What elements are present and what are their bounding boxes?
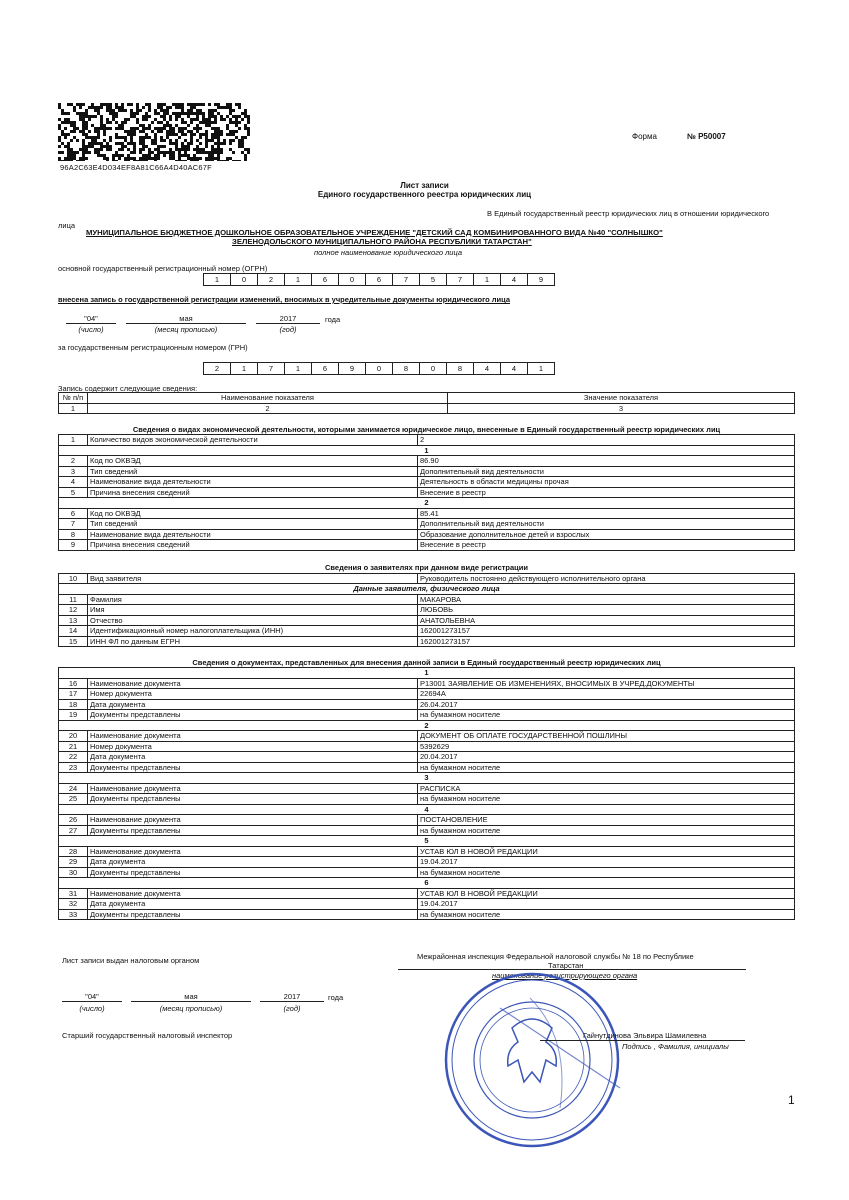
row-number: 21 xyxy=(59,741,88,752)
row-number: 9 xyxy=(59,540,88,551)
contains-label: Запись содержит следующие сведения: xyxy=(58,384,198,393)
footer-year-line xyxy=(260,1001,324,1002)
group-number: 3 xyxy=(59,773,795,784)
table-row xyxy=(59,731,795,742)
grn-digit: 4 xyxy=(474,363,501,374)
row-number: 20 xyxy=(59,731,88,742)
row-value: 162001273157 xyxy=(418,636,795,647)
row-indicator: Тип сведений xyxy=(88,519,418,530)
row-number: 22 xyxy=(59,752,88,763)
footer-day-line xyxy=(62,1001,122,1002)
row-indicator: Наименование документа xyxy=(88,783,418,794)
row-value: Внесение в реестр xyxy=(418,540,795,551)
row-indicator: Документы представлены xyxy=(88,762,418,773)
table-row xyxy=(59,435,795,446)
table-header-row xyxy=(59,403,795,414)
row-value: ПОСТАНОВЛЕНИЕ xyxy=(418,815,795,826)
row-indicator: Документы представлены xyxy=(88,825,418,836)
row-value: 19.04.2017 xyxy=(418,857,795,868)
row-indicator: Наименование документа xyxy=(88,731,418,742)
row-indicator: Фамилия xyxy=(88,594,418,605)
table-row xyxy=(59,752,795,763)
ogrn-digit: 1 xyxy=(204,274,231,285)
row-indicator: Документы представлены xyxy=(88,794,418,805)
ogrn-digit: 6 xyxy=(366,274,393,285)
table-row xyxy=(59,477,795,488)
row-indicator: Наименование вида деятельности xyxy=(88,529,418,540)
table-row xyxy=(59,487,795,498)
row-number: 33 xyxy=(59,909,88,920)
row-value: Дополнительный вид деятельности xyxy=(418,466,795,477)
row-number: 17 xyxy=(59,689,88,700)
row-indicator: Номер документа xyxy=(88,741,418,752)
row-number: 12 xyxy=(59,605,88,616)
row-number: 13 xyxy=(59,615,88,626)
grn-digit: 8 xyxy=(393,363,420,374)
grn-digit: 4 xyxy=(501,363,528,374)
row-value: на бумажном носителе xyxy=(418,825,795,836)
row-indicator: Имя xyxy=(88,605,418,616)
footer-month-caption: (месяц прописью) xyxy=(159,1004,223,1013)
row-value: 85.41 xyxy=(418,508,795,519)
table-row xyxy=(59,794,795,805)
table-row xyxy=(59,508,795,519)
org-name-caption: полное наименование юридического лица xyxy=(314,248,463,257)
row-number: 31 xyxy=(59,888,88,899)
ogrn-digit: 1 xyxy=(474,274,501,285)
row-number: 14 xyxy=(59,626,88,637)
grn-digit: 2 xyxy=(204,363,231,374)
date-day-line xyxy=(66,323,116,324)
row-value: 2 xyxy=(418,435,795,446)
grn-digit: 8 xyxy=(447,363,474,374)
row-value: Внесение в реестр xyxy=(418,487,795,498)
date-year: 2017 xyxy=(279,314,297,323)
header-cell: 1 xyxy=(59,403,88,414)
row-value: Руководитель постоянно действующего исполнительного органа xyxy=(418,573,795,584)
row-value: РАСПИСКА xyxy=(418,783,795,794)
row-number: 6 xyxy=(59,508,88,519)
ogrn-boxes xyxy=(203,273,555,286)
signer-caption: Подпись , Фамилия, инициалы xyxy=(622,1042,729,1051)
section-title: Сведения о заявителях при данном виде регистрации xyxy=(325,563,528,572)
row-value: МАКАРОВА xyxy=(418,594,795,605)
footer-year-suffix: года xyxy=(328,993,344,1002)
footer-month-line xyxy=(131,1001,251,1002)
ogrn-digit: 9 xyxy=(538,275,544,284)
ogrn-digit: 5 xyxy=(420,274,447,285)
issued-label: Лист записи выдан налоговым органом xyxy=(62,956,200,965)
table-row xyxy=(59,846,795,857)
grn-digit: 1 xyxy=(285,363,312,374)
grn-boxes xyxy=(203,362,555,375)
table-row xyxy=(59,909,795,920)
table-row xyxy=(59,626,795,637)
row-number: 19 xyxy=(59,710,88,721)
ogrn-digit: 6 xyxy=(312,274,339,285)
table-row xyxy=(59,594,795,605)
grn-digit: 7 xyxy=(258,363,285,374)
authority-line2: Татарстан xyxy=(548,961,584,970)
row-number: 32 xyxy=(59,899,88,910)
ogrn-digit: 7 xyxy=(447,274,474,285)
row-indicator: Документы представлены xyxy=(88,867,418,878)
authority-line1: Межрайонная инспекция Федеральной налоговой службы № 18 по Республике xyxy=(417,952,694,961)
row-number: 16 xyxy=(59,678,88,689)
footer-year: 2017 xyxy=(283,992,301,1001)
row-value: ДОКУМЕНТ ОБ ОПЛАТЕ ГОСУДАРСТВЕННОЙ ПОШЛИНЫ xyxy=(418,731,795,742)
group-number: 1 xyxy=(59,668,795,679)
row-number: 28 xyxy=(59,846,88,857)
row-value: 22694А xyxy=(418,689,795,700)
table-row xyxy=(59,741,795,752)
table-row xyxy=(59,899,795,910)
table-row xyxy=(59,466,795,477)
table-row xyxy=(59,699,795,710)
table-row xyxy=(59,710,795,721)
section-title: Сведения о документах, представленных для внесения данной записи в Единый государственный реестр юридических лиц xyxy=(192,657,661,667)
doc-title-1: Лист записи xyxy=(400,181,449,190)
row-value: 162001273157 xyxy=(418,626,795,637)
header-cell: 3 xyxy=(448,403,795,414)
row-value: Дополнительный вид деятельности xyxy=(418,519,795,530)
header-cell: № п/п xyxy=(59,393,88,404)
footer-day: "04" xyxy=(85,992,99,1001)
table-row xyxy=(59,857,795,868)
footer-month: мая xyxy=(184,992,198,1001)
header-cell: 2 xyxy=(88,403,448,414)
row-indicator: Наименование документа xyxy=(88,888,418,899)
barcode-image xyxy=(58,103,250,161)
group-number: 1 xyxy=(59,445,795,456)
footer-year-caption: (год) xyxy=(283,1004,301,1013)
row-number: 27 xyxy=(59,825,88,836)
ogrn-label: основной государственный регистрационный номер (ОГРН) xyxy=(58,264,268,273)
section-subtitle: Данные заявителя, физического лица xyxy=(59,584,795,595)
row-value: АНАТОЛЬЕВНА xyxy=(418,615,795,626)
row-indicator: Дата документа xyxy=(88,752,418,763)
row-number: 26 xyxy=(59,815,88,826)
row-indicator: Наименование документа xyxy=(88,846,418,857)
table-row xyxy=(59,678,795,689)
row-number: 10 xyxy=(59,573,88,584)
table-row xyxy=(59,540,795,551)
row-value: на бумажном носителе xyxy=(418,762,795,773)
group-number: 6 xyxy=(59,878,795,889)
row-number: 7 xyxy=(59,519,88,530)
table-row xyxy=(59,867,795,878)
grn-digit: 1 xyxy=(538,364,544,373)
table-row xyxy=(59,762,795,773)
ogrn-digit: 0 xyxy=(339,274,366,285)
table-row xyxy=(59,783,795,794)
date-year-suffix: года xyxy=(325,315,341,324)
row-indicator: Дата документа xyxy=(88,857,418,868)
entry-text: внесена запись о государственной регистрации изменений, вносимых в учредительные документы юридического лица xyxy=(58,295,511,304)
table-row xyxy=(59,529,795,540)
row-indicator: Отчество xyxy=(88,615,418,626)
row-number: 29 xyxy=(59,857,88,868)
row-value: на бумажном носителе xyxy=(418,909,795,920)
date-day: "04" xyxy=(84,314,98,323)
grn-digit: 1 xyxy=(231,363,258,374)
inspector-title: Старший государственный налоговый инспектор xyxy=(62,1031,233,1040)
page-number: 1 xyxy=(788,1093,795,1107)
ogrn-digit: 2 xyxy=(258,274,285,285)
row-value: 5392629 xyxy=(418,741,795,752)
group-number: 4 xyxy=(59,804,795,815)
row-indicator: Код по ОКВЭД xyxy=(88,456,418,467)
row-number: 11 xyxy=(59,594,88,605)
row-indicator: Идентификационный номер налогоплательщика (ИНН) xyxy=(88,626,418,637)
doc-title-2: Единого государственного реестра юридических лиц xyxy=(317,190,532,199)
section-title: Сведения о видах экономической деятельности, которыми занимается юридическое лицо, внесенные в Единый государственный реестр юридических лиц xyxy=(132,424,721,434)
org-name-line1: МУНИЦИПАЛЬНОЕ БЮДЖЕТНОЕ ДОШКОЛЬНОЕ ОБРАЗОВАТЕЛЬНОЕ УЧРЕЖДЕНИЕ "ДЕТСКИЙ САД КОМБИНИРОВАННОГО ВИДА №40 "СОЛНЫШКО" xyxy=(86,228,663,237)
row-value: 20.04.2017 xyxy=(418,752,795,763)
intro-text: В Единый государственный реестр юридических лиц в отношении юридического xyxy=(487,209,770,218)
table-header-row xyxy=(59,393,795,404)
table-row xyxy=(59,825,795,836)
row-value: ЛЮБОВЬ xyxy=(418,605,795,616)
table-row xyxy=(59,636,795,647)
header-cell: Наименование показателя xyxy=(88,393,448,404)
row-number: 23 xyxy=(59,762,88,773)
ogrn-digit: 4 xyxy=(501,274,528,285)
signer-name: Гайнутдинова Эльвира Шамилевна xyxy=(583,1031,707,1040)
ogrn-digit: 1 xyxy=(285,274,312,285)
row-indicator: Тип сведений xyxy=(88,466,418,477)
form-label xyxy=(632,132,726,141)
group-number: 2 xyxy=(59,498,795,509)
grn-label: за государственным регистрационным номером (ГРН) xyxy=(58,343,248,352)
row-number: 1 xyxy=(59,435,88,446)
row-number: 8 xyxy=(59,529,88,540)
row-indicator: Причина внесения сведений xyxy=(88,540,418,551)
row-value: Деятельность в области медицины прочая xyxy=(418,477,795,488)
row-number: 15 xyxy=(59,636,88,647)
row-number: 3 xyxy=(59,466,88,477)
row-value: 26.04.2017 xyxy=(418,699,795,710)
row-value: Р13001 ЗАЯВЛЕНИЕ ОБ ИЗМЕНЕНИЯХ, ВНОСИМЫХ В УЧРЕД.ДОКУМЕНТЫ xyxy=(418,678,795,689)
header-cell: Значение показателя xyxy=(448,393,795,404)
ogrn-digit: 7 xyxy=(393,274,420,285)
date-month: мая xyxy=(179,314,193,323)
ogrn-digit: 0 xyxy=(231,274,258,285)
row-number: 2 xyxy=(59,456,88,467)
table-row xyxy=(59,605,795,616)
row-value: 19.04.2017 xyxy=(418,899,795,910)
row-indicator: Документы представлены xyxy=(88,909,418,920)
row-indicator: Причина внесения сведений xyxy=(88,487,418,498)
group-number: 5 xyxy=(59,836,795,847)
row-indicator: ИНН ФЛ по данным ЕГРН xyxy=(88,636,418,647)
group-number: 2 xyxy=(59,720,795,731)
date-month-caption: (месяц прописью) xyxy=(154,325,218,334)
table-row xyxy=(59,519,795,530)
row-indicator: Количество видов экономической деятельности xyxy=(88,435,418,446)
grn-digit: 9 xyxy=(339,363,366,374)
barcode-code: 96A2C63E4D034EF8A81C66A4D40AC67F xyxy=(60,163,212,172)
table-row xyxy=(59,573,795,584)
row-indicator: Код по ОКВЭД xyxy=(88,508,418,519)
form-label-text: Форма xyxy=(632,132,657,141)
row-value: на бумажном носителе xyxy=(418,794,795,805)
row-indicator: Вид заявителя xyxy=(88,573,418,584)
org-name-line2: ЗЕЛЕНОДОЛЬСКОГО МУНИЦИПАЛЬНОГО РАЙОНА РЕСПУБЛИКИ ТАТАРСТАН" xyxy=(232,237,532,246)
signer-line xyxy=(540,1040,745,1041)
official-seal-stamp xyxy=(440,968,630,1148)
row-number: 5 xyxy=(59,487,88,498)
grn-digit: 0 xyxy=(420,363,447,374)
footer-day-caption: (число) xyxy=(79,1004,105,1013)
row-value: Образование дополнительное детей и взрослых xyxy=(418,529,795,540)
row-indicator: Номер документа xyxy=(88,689,418,700)
row-value: 86.90 xyxy=(418,456,795,467)
table-row xyxy=(59,888,795,899)
row-number: 4 xyxy=(59,477,88,488)
table-row xyxy=(59,615,795,626)
table-row xyxy=(59,689,795,700)
row-number: 24 xyxy=(59,783,88,794)
records-table xyxy=(58,392,795,414)
row-indicator: Наименование документа xyxy=(88,678,418,689)
grn-digit: 6 xyxy=(312,363,339,374)
date-year-caption: (год) xyxy=(279,325,297,334)
date-month-line xyxy=(126,323,246,324)
row-indicator: Наименование вида деятельности xyxy=(88,477,418,488)
row-value: на бумажном носителе xyxy=(418,867,795,878)
row-number: 25 xyxy=(59,794,88,805)
row-value: УСТАВ ЮЛ В НОВОЙ РЕДАКЦИИ xyxy=(418,888,795,899)
row-number: 30 xyxy=(59,867,88,878)
date-day-caption: (число) xyxy=(78,325,104,334)
row-value: на бумажном носителе xyxy=(418,710,795,721)
row-indicator: Наименование документа xyxy=(88,815,418,826)
intro-text-cont: лица xyxy=(58,221,76,230)
row-indicator: Документы представлены xyxy=(88,710,418,721)
table-row xyxy=(59,815,795,826)
row-indicator: Дата документа xyxy=(88,699,418,710)
authority-caption: наименование регистрирующего органа xyxy=(492,971,638,980)
records-table-body xyxy=(58,422,795,920)
row-number: 18 xyxy=(59,699,88,710)
date-year-line xyxy=(256,323,320,324)
row-indicator: Дата документа xyxy=(88,899,418,910)
table-row xyxy=(59,456,795,467)
row-value: УСТАВ ЮЛ В НОВОЙ РЕДАКЦИИ xyxy=(418,846,795,857)
grn-digit: 0 xyxy=(366,363,393,374)
form-number: № Р50007 xyxy=(686,132,726,141)
